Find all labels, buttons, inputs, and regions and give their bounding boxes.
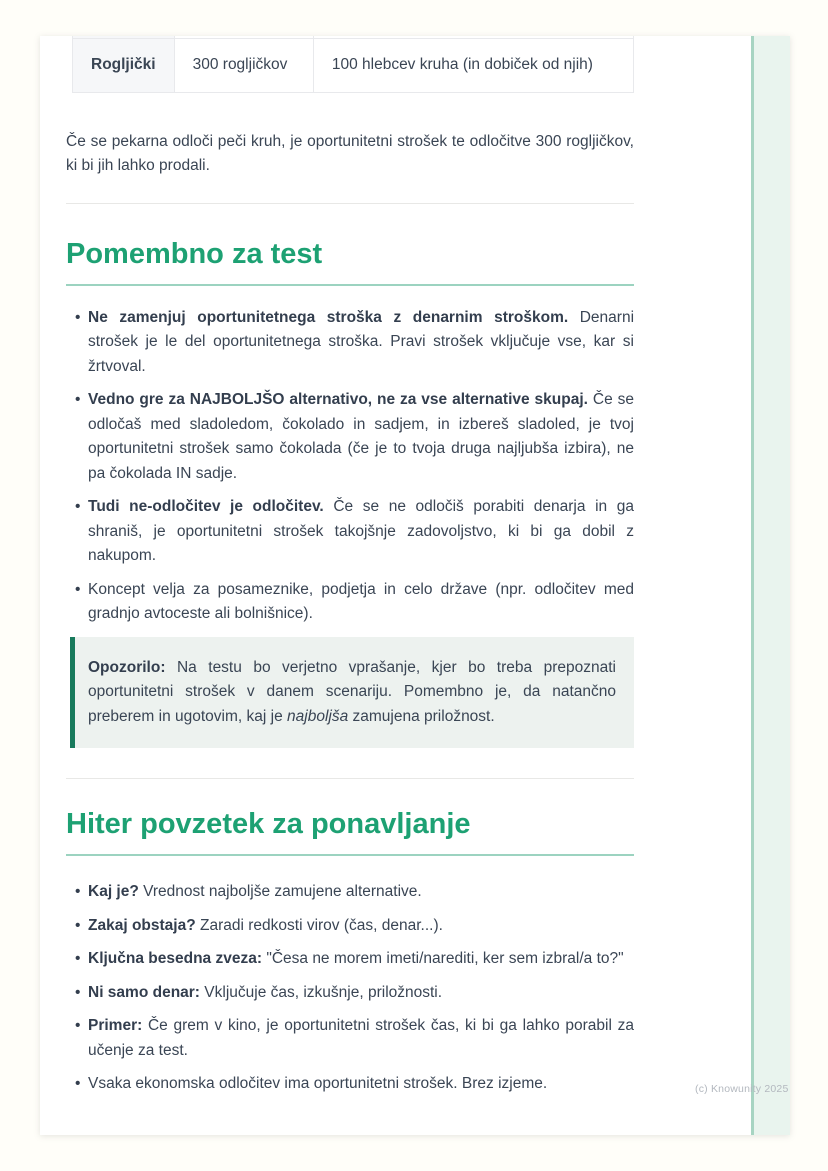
- table-row: [73, 39, 634, 93]
- bullet-bold-text: Ni samo denar:: [88, 983, 200, 1001]
- bullet-bold-text: Vedno gre za NAJBOLJŠO alternativo, ne za vse alternative skupaj.: [88, 391, 588, 408]
- list-item: [66, 947, 634, 972]
- table-cell-value: 300 rogljičkov: [174, 39, 313, 93]
- bullet-text: "Česa ne morem imeti/narediti, ker sem izbral/a to?": [262, 950, 624, 967]
- important-list: [66, 306, 634, 627]
- section-divider: [66, 778, 634, 779]
- bullet-text: Če grem v kino, je oportunitetni strošek čas, ki bi ga lahko porabil za učenje za test.: [88, 1017, 634, 1059]
- heading-quick-summary: Hiter povzetek za ponavljanje: [66, 805, 634, 856]
- table-cell-label: Rogljički: [73, 39, 175, 93]
- bullet-text: Vključuje čas, izkušnje, priložnosti.: [199, 983, 443, 1001]
- section-divider: [66, 203, 634, 204]
- page-edge-strip: [751, 36, 790, 1135]
- bullet-bold-text: Kaj je?: [88, 883, 139, 900]
- table-cell-value: 100 hlebcev kruha (in dobiček od njih): [313, 39, 633, 93]
- list-item: [66, 981, 634, 1006]
- list-item: [66, 880, 634, 905]
- callout-italic-text: najboljša: [287, 707, 349, 725]
- bullet-text: Koncept velja za posameznike, podjetja in celo države (npr. odločitev med gradnjo avtoceste ali bolnišnice).: [88, 580, 634, 622]
- intro-paragraph: Če se pekarna odloči peči kruh, je oportunitetni strošek te odločitve 300 rogljičkov, ki bi jih lahko prodali.: [66, 132, 634, 174]
- bullet-bold-text: Tudi ne-odločitev je odločitev.: [88, 498, 324, 515]
- callout-text: zamujena priložnost.: [348, 707, 495, 725]
- heading-important-for-test: Pomembno za test: [66, 235, 634, 286]
- page-sheet: [40, 36, 790, 1135]
- warning-callout: [70, 637, 634, 749]
- list-item: [66, 1072, 634, 1097]
- bullet-text: Vrednost najboljše zamujene alternative.: [138, 883, 422, 900]
- bullet-bold-text: Ključna besedna zveza:: [88, 950, 263, 967]
- callout-text: Na testu bo verjetno vprašanje, kjer bo treba prepoznati oportunitetni strošek v danem scenariju. Pomembno je, da natančno preberem in ugotovim, kaj je: [88, 658, 616, 725]
- callout-label: Opozorilo:: [88, 658, 166, 676]
- bullet-bold-text: Zakaj obstaja?: [88, 916, 196, 934]
- list-item: [66, 914, 634, 939]
- page-content: [66, 36, 634, 1106]
- bullet-text: Denarni strošek je le del oportunitetnega stroška. Pravi strošek vključuje vse, kar si žrtvoval.: [88, 308, 635, 375]
- bullet-text: Vsaka ekonomska odločitev ima oportunitetni strošek. Brez izjeme.: [88, 1075, 548, 1092]
- list-item: [66, 306, 634, 380]
- bullet-text: Zaradi redkosti virov (čas, denar...).: [195, 916, 443, 934]
- list-item: [66, 1014, 634, 1063]
- bullet-text: Če se odločaš med sladoledom, čokolado in sadjem, in izbereš sladoled, je tvoj oportunitetni strošek samo čokolada (če je to tvoja druga najljubša izbira), ne pa čokolada IN sadje.: [88, 391, 634, 482]
- list-item: [66, 495, 634, 569]
- list-item: [66, 388, 634, 486]
- bullet-text: Če se ne odločiš porabiti denarja in ga shraniš, je oportunitetni strošek takojšnje zadovoljstvo, ki bi ga dobil z nakupom.: [88, 498, 634, 564]
- bullet-bold-text: Primer:: [88, 1017, 143, 1034]
- opportunity-cost-table: [72, 36, 634, 93]
- summary-list: [66, 880, 634, 1097]
- bullet-bold-text: Ne zamenjuj oportunitetnega stroška z denarnim stroškom.: [88, 308, 569, 326]
- watermark: (c) Knowunity 2025: [695, 1083, 789, 1095]
- list-item: [66, 578, 634, 627]
